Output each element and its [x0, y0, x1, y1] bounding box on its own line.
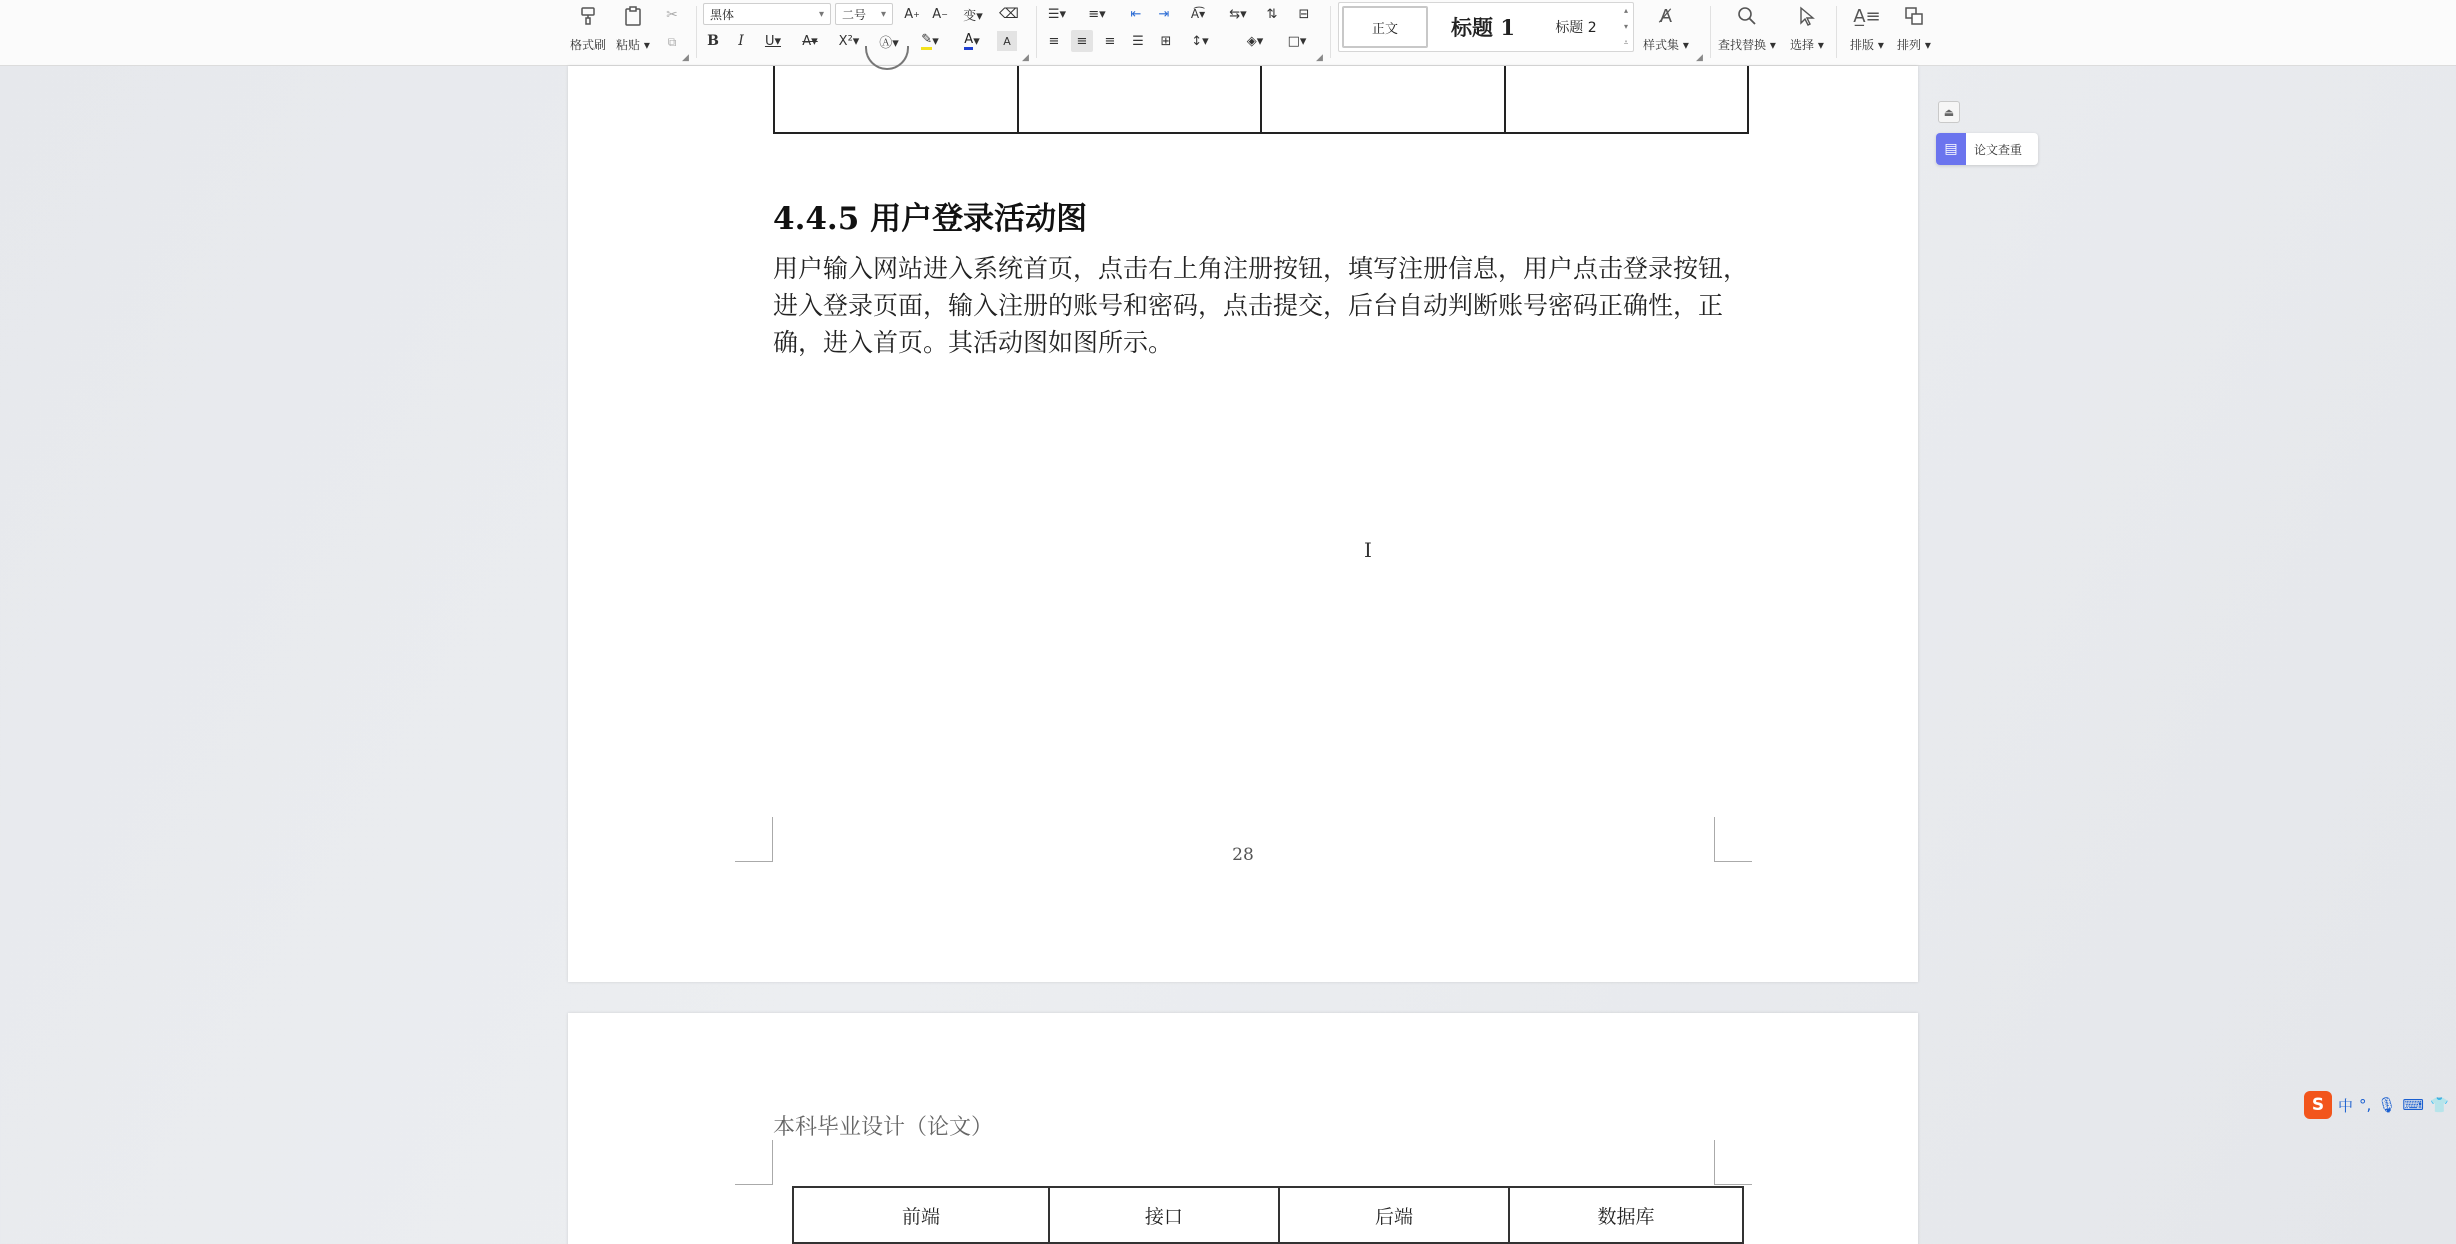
distribute-button[interactable]: ⊞ [1160, 33, 1172, 49]
text-effect-button[interactable]: Ⓐ▾ [879, 35, 899, 51]
table-header-cell: 数据库 [1597, 1205, 1655, 1228]
layout-icon: A̲≡ [1853, 5, 1881, 27]
table-cell [1506, 66, 1748, 132]
select-button[interactable] [1790, 2, 1824, 53]
divider [1330, 6, 1331, 58]
skin-icon[interactable]: 👕 [2430, 1096, 2449, 1114]
layout-button[interactable] [1850, 2, 1884, 53]
paper-check-button[interactable] [1936, 133, 2038, 165]
shrink-font-icon[interactable]: A − [932, 6, 948, 22]
strikethrough-button[interactable]: A▾ [802, 33, 818, 49]
chevron-down-icon[interactable]: ▾ [1623, 21, 1628, 31]
style-set-icon: A̸ [1659, 5, 1673, 27]
ime-punct-toggle[interactable]: °, [2359, 1096, 2372, 1114]
margin-mark-top-right [1714, 1140, 1752, 1185]
previous-table-fragment [773, 66, 1749, 134]
sort-dir-button[interactable]: ⇆▾ [1229, 6, 1247, 22]
divider [1836, 6, 1837, 58]
page-header: 本科毕业设计（论文） [773, 1115, 994, 1140]
paragraph-dialog-launcher-icon[interactable]: ◢ [1316, 53, 1323, 63]
search-icon [1733, 2, 1761, 30]
divider [1710, 6, 1711, 58]
font-dialog-launcher-icon[interactable]: ◢ [1022, 53, 1029, 63]
font-size-select[interactable]: 二号 ▾ [835, 3, 893, 25]
superscript-button[interactable]: X²▾ [838, 33, 860, 49]
font-color-icon: A [964, 32, 973, 50]
numbered-list-button[interactable]: ≡▾ [1088, 6, 1106, 22]
cut-icon[interactable]: ✂ [666, 7, 678, 23]
char-shading-button[interactable]: A [997, 31, 1017, 51]
phonetic-guide-icon[interactable]: 变▾ [963, 8, 983, 24]
eject-icon: ⏏ [1943, 105, 1955, 119]
section-heading: 4.4.5 用户登录活动图 [773, 201, 1088, 237]
arrange-icon [1900, 2, 1928, 30]
gallery-scroll[interactable] [1619, 3, 1633, 51]
shading-button[interactable]: ◈▾ [1246, 33, 1264, 49]
decrease-indent-button[interactable]: ⇤ [1130, 6, 1142, 22]
pointer-icon [1793, 2, 1821, 30]
page-number: 28 [1232, 845, 1254, 865]
table-header-cell: 前端 [794, 1188, 1050, 1242]
architecture-table [792, 1186, 1744, 1244]
show-marks-button[interactable]: ⊟ [1298, 6, 1310, 22]
diagram-circle-fragment [865, 46, 909, 70]
sogou-logo-icon[interactable]: S [2304, 1091, 2332, 1119]
table-header-cell: 接口 [1050, 1188, 1280, 1242]
margin-mark-top-left [735, 1140, 773, 1185]
format-painter-icon [574, 2, 602, 30]
clipboard-icon [619, 2, 647, 30]
divider [696, 6, 697, 58]
microphone-icon[interactable]: 🎙 [2377, 1096, 2397, 1114]
text-cursor-icon: I [1364, 538, 1372, 562]
select-label: 选择 ▾ [1790, 38, 1824, 52]
border-button[interactable]: □▾ [1287, 33, 1307, 49]
style-normal[interactable]: 正文 [1342, 6, 1428, 48]
arrange-label: 排列 ▾ [1897, 38, 1931, 52]
format-painter-label: 格式刷 [570, 38, 607, 52]
justify-button[interactable]: ☰ [1132, 33, 1144, 49]
ribbon-toolbar [0, 0, 2456, 66]
align-center-button[interactable]: ≡ [1071, 30, 1093, 52]
ime-toolbar [2304, 1090, 2449, 1120]
highlight-color-button[interactable]: ✎ ▾ [921, 32, 939, 49]
highlighter-icon: ✎ [921, 32, 932, 50]
clear-format-icon[interactable]: ⌫ [999, 6, 1019, 22]
clipboard-dialog-launcher-icon[interactable]: ◢ [682, 53, 689, 63]
increase-indent-button[interactable]: ⇥ [1158, 6, 1170, 22]
paste-label: 粘贴 ▾ [616, 38, 650, 52]
underline-button[interactable]: U▾ [764, 33, 782, 49]
format-painter-button[interactable] [570, 2, 606, 53]
styles-dialog-launcher-icon[interactable]: ◢ [1696, 53, 1703, 63]
copy-icon[interactable]: ⧉ [667, 34, 677, 49]
italic-button[interactable]: I [738, 33, 744, 49]
chevron-down-icon: ▾ [818, 8, 824, 20]
line-spacing-button[interactable]: ↕▾ [1191, 33, 1209, 49]
paper-check-label: 论文查重 [1974, 142, 2023, 157]
chevron-up-icon[interactable]: ▴ [1623, 6, 1628, 16]
keyboard-icon[interactable]: ⌨ [2402, 1096, 2424, 1114]
style-set-label: 样式集 ▾ [1643, 38, 1689, 52]
document-page[interactable] [568, 1013, 1918, 1244]
bold-button[interactable]: B [707, 33, 719, 49]
arrange-button[interactable] [1897, 2, 1931, 53]
table-cell [1019, 66, 1263, 132]
paper-check-icon: ▤ [1936, 133, 1966, 165]
ime-mode-toggle[interactable]: 中 [2338, 1096, 2354, 1115]
find-replace-label: 查找替换 ▾ [1718, 38, 1776, 52]
style-heading-2[interactable]: 标题 2 [1555, 20, 1597, 36]
font-name-select[interactable]: 黑体 ▾ [703, 3, 831, 25]
align-left-button[interactable]: ≡ [1048, 33, 1060, 49]
paste-button[interactable] [616, 2, 650, 53]
layout-label: 排版 ▾ [1850, 38, 1884, 52]
grow-font-icon[interactable]: A + [904, 6, 920, 22]
sort-button[interactable]: ⇅ [1266, 6, 1278, 22]
bullet-list-button[interactable]: ☰▾ [1047, 6, 1067, 22]
font-color-button[interactable]: A ▾ [964, 32, 980, 49]
gallery-expand-icon[interactable]: ⩡ [1623, 37, 1629, 47]
style-gallery [1338, 2, 1634, 52]
find-replace-button[interactable] [1718, 2, 1776, 53]
divider [1036, 6, 1037, 58]
document-page[interactable] [568, 66, 1918, 982]
collapse-panel-button[interactable] [1938, 101, 1960, 123]
text-direction-button[interactable]: A͡▾ [1190, 7, 1206, 21]
style-set-button[interactable] [1643, 2, 1689, 53]
chevron-down-icon: ▾ [880, 8, 886, 20]
style-heading-1[interactable]: 标题 1 [1451, 15, 1515, 40]
table-header-cell: 后端 [1280, 1188, 1510, 1242]
table-cell [775, 66, 1019, 132]
align-right-button[interactable]: ≡ [1104, 33, 1116, 49]
table-cell [1262, 66, 1506, 132]
body-paragraph: 用户输入网站进入系统首页，点击右上角注册按钮，填写注册信息，用户点击登录按钮，进入登录页面，输入注册的账号和密码，点击提交，后台自动判断账号密码正确性，正确，进入首页。其活动图如图所示。 [773, 254, 1749, 357]
